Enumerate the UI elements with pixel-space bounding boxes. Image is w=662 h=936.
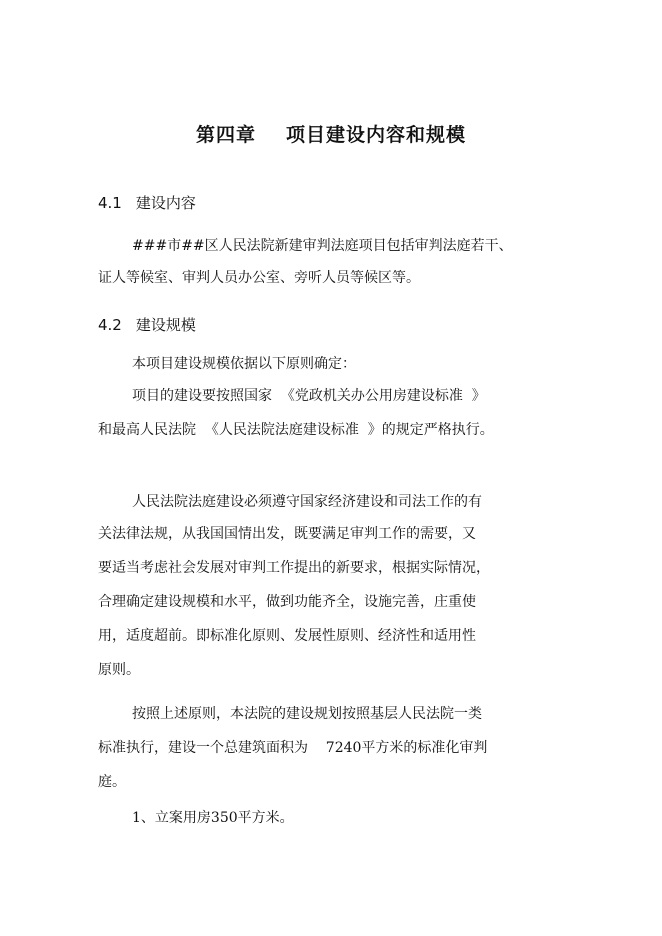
section-number: 4.1 <box>98 194 122 212</box>
list-item: 1、立案用房350平方米。 <box>132 810 294 826</box>
paragraph-line: 本项目建设规模依据以下原则确定： <box>132 356 356 372</box>
paragraph-line: 按照上述原则，本法院的建设规划按照基层人民法院一类 <box>132 706 482 722</box>
section-heading-4-1 <box>98 192 196 213</box>
chapter-number: 第四章 <box>195 124 256 146</box>
paragraph-line: 项目的建设要按照国家 《党政机关办公用房建设标准 》 <box>132 388 486 404</box>
section-title: 建设规模 <box>135 316 196 334</box>
paragraph-line: 和最高人民法院 《人民法院法庭建设标准 》的规定严格执行。 <box>98 422 494 438</box>
paragraph-line: 合理确定建设规模和水平，做到功能齐全，设施完善，庄重使 <box>98 594 476 610</box>
paragraph-line: 人民法院法庭建设必须遵守国家经济建设和司法工作的有 <box>132 494 482 510</box>
paragraph-line: 用，适度超前。即标准化原则、发展性原则、经济性和适用性 <box>98 628 476 644</box>
section-title: 建设内容 <box>135 194 196 212</box>
paragraph-line: ###市##区人民法院新建审判法庭项目包括审判法庭若干、 <box>132 238 513 254</box>
paragraph-line: 原则。 <box>98 662 140 678</box>
chapter-title <box>0 120 662 147</box>
paragraph-line: 证人等候室、审判人员办公室、旁听人员等候区等。 <box>98 270 420 286</box>
section-number: 4.2 <box>98 316 122 334</box>
paragraph-line: 标准执行，建设一个总建筑面积为 7240平方米的标准化审判 <box>98 740 488 756</box>
paragraph-line: 庭。 <box>98 774 126 790</box>
paragraph-line: 关法律法规，从我国国情出发，既要满足审判工作的需要，又 <box>98 526 476 542</box>
section-heading-4-2 <box>98 314 196 335</box>
chapter-title-text: 项目建设内容和规模 <box>286 124 467 146</box>
paragraph-line: 要适当考虑社会发展对审判工作提出的新要求，根据实际情况， <box>98 560 490 576</box>
